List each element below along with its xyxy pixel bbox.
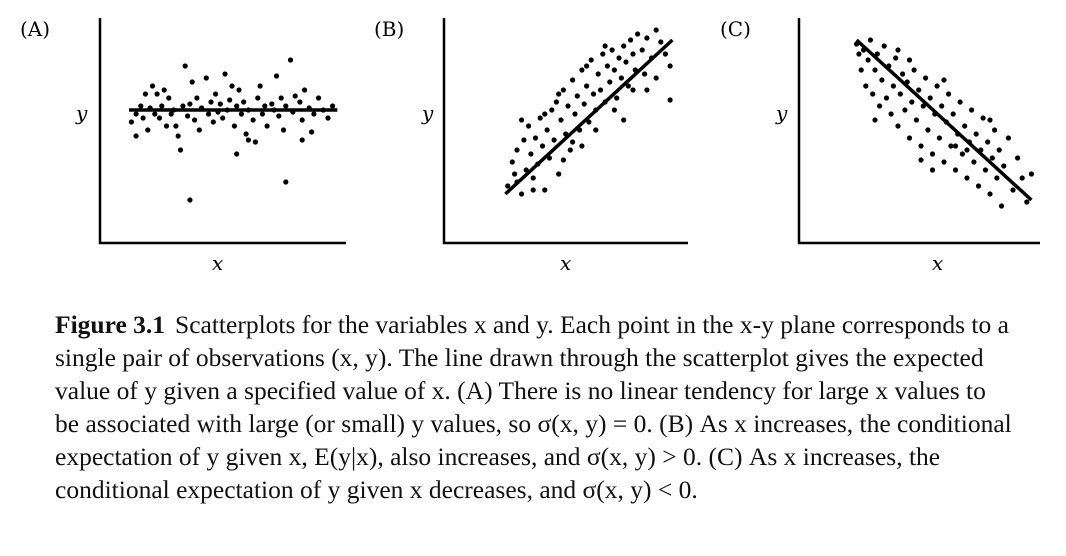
panel-b-point	[635, 31, 640, 36]
panel-b-point	[561, 87, 566, 92]
panel-a-point	[166, 95, 171, 100]
panel-a-point	[204, 75, 209, 80]
panel-a-point	[157, 115, 162, 120]
panel-b-point	[542, 187, 547, 192]
panel-c-point	[1020, 175, 1025, 180]
panel-b-point	[644, 35, 649, 40]
panel-b-point	[593, 127, 598, 132]
panel-a-point	[265, 123, 270, 128]
panel-c-point	[895, 123, 900, 128]
panel-c-point	[1015, 155, 1020, 160]
panel-c-point	[969, 107, 974, 112]
panel-a-point	[244, 131, 249, 136]
panel-c-point	[964, 147, 969, 152]
panel-a-point	[180, 103, 185, 108]
caption-figure-label: Figure 3.1	[55, 310, 166, 339]
panel-c-point	[916, 87, 921, 92]
panel-a-point	[246, 137, 251, 142]
panel-b-xlabel: x	[560, 251, 572, 275]
panel-a-point	[269, 101, 274, 106]
panel-a-point	[222, 71, 227, 76]
panel-b-point	[663, 51, 668, 56]
panel-c-point	[983, 167, 988, 172]
panel-a-point	[129, 119, 134, 124]
panel-a-point	[288, 57, 293, 62]
panel-b-point	[600, 51, 605, 56]
panel-b-point	[623, 59, 628, 64]
panel-c-point	[994, 175, 999, 180]
panel-b-point	[628, 37, 633, 42]
panel-c-point	[907, 135, 912, 140]
panel-a-point	[300, 137, 305, 142]
panel-a-point	[255, 95, 260, 100]
panel-a-point	[239, 111, 244, 116]
panel-c-point	[902, 107, 907, 112]
panel-a-point	[138, 103, 143, 108]
panel-c-point	[1024, 199, 1029, 204]
panel-c-point	[923, 75, 928, 80]
panel-c-point	[868, 37, 873, 42]
panel-c-point	[918, 157, 923, 162]
panel-c-ylabel: y	[776, 101, 788, 125]
panel-b-point	[519, 117, 524, 122]
panel-b-point	[668, 63, 673, 68]
panel-a-xlabel: x	[212, 251, 224, 275]
panel-a-point	[164, 123, 169, 128]
panel-b-point	[621, 43, 626, 48]
panel-b-point	[644, 87, 649, 92]
panel-c-xlabel: x	[932, 251, 944, 275]
panel-c-point	[971, 159, 976, 164]
panel-c-point	[914, 117, 919, 122]
panel-a-point	[190, 79, 195, 84]
panel-a-point	[283, 103, 288, 108]
panel-c-point	[974, 131, 979, 136]
panel-c-point	[1029, 171, 1034, 176]
panel-c-point	[895, 47, 900, 52]
panel-c-point	[937, 135, 942, 140]
panel-c-point	[918, 143, 923, 148]
panel-b-point	[619, 75, 624, 80]
panel-a-point	[220, 115, 225, 120]
panel-b-point	[572, 111, 577, 116]
panel-c-point	[953, 167, 958, 172]
panel-c-point	[925, 127, 930, 132]
panel-c-point	[1006, 135, 1011, 140]
panel-c-point	[866, 57, 871, 62]
panel-a-point	[211, 119, 216, 124]
panel-a-point	[176, 133, 181, 138]
panel-c-point	[985, 139, 990, 144]
panel-c-point	[951, 111, 956, 116]
panel-c-point	[992, 127, 997, 132]
panel-a-point	[208, 99, 213, 104]
panel-c-point	[856, 51, 861, 56]
panel-c-point	[958, 99, 963, 104]
panel-b-point	[575, 93, 580, 98]
panel-b-point	[603, 43, 608, 48]
panel-b-point	[612, 67, 617, 72]
panel-b-trend-line	[505, 40, 672, 194]
panel-b-point	[526, 123, 531, 128]
panel-c	[720, 17, 1040, 275]
panel-b-point	[616, 55, 621, 60]
caption-paragraph	[55, 308, 1015, 506]
panel-b	[374, 17, 688, 275]
panel-b-point	[668, 97, 673, 102]
panel-a-point	[134, 133, 139, 138]
panel-a-point	[159, 103, 164, 108]
panel-b-ylabel: y	[422, 101, 434, 125]
panel-c-point	[930, 151, 935, 156]
panel-b-point	[642, 71, 647, 76]
panel-a-point	[232, 123, 237, 128]
panel-a-point	[162, 87, 167, 92]
panel-b-point	[630, 51, 635, 56]
panel-b-label: (B)	[374, 17, 405, 41]
panel-a-point	[276, 113, 281, 118]
figure-caption	[55, 308, 1015, 506]
panel-b-point	[570, 77, 575, 82]
panel-c-point	[941, 77, 946, 82]
panel-a-point	[297, 99, 302, 104]
panel-b-point	[549, 107, 554, 112]
panel-a-point	[194, 95, 199, 100]
panel-c-point	[872, 67, 877, 72]
panel-a-ylabel: y	[76, 101, 88, 125]
panel-a-point	[183, 63, 188, 68]
panel-c-trend-line	[857, 40, 1032, 200]
panel-a-point	[325, 115, 330, 120]
panel-b-point	[514, 147, 519, 152]
panel-b-point	[512, 171, 517, 176]
panel-a-point	[229, 83, 234, 88]
panel-c-point	[930, 167, 935, 172]
panel-a-point	[187, 101, 192, 106]
panel-b-point	[556, 91, 561, 96]
panel-a-point	[234, 151, 239, 156]
panel-a-point	[300, 117, 305, 122]
panel-b-point	[598, 87, 603, 92]
panel-b-point	[654, 75, 659, 80]
panel-b-point	[584, 83, 589, 88]
panel-c-label: (C)	[720, 17, 751, 41]
panel-c-point	[877, 103, 882, 108]
panel-a-point	[178, 147, 183, 152]
panel-c-point	[907, 57, 912, 62]
panel-b-point	[538, 115, 543, 120]
panel-b-point	[565, 103, 570, 108]
panel-b-point	[568, 147, 573, 152]
panel-b-point	[654, 27, 659, 32]
panel-a-point	[253, 139, 258, 144]
panel-b-point	[540, 143, 545, 148]
panel-c-point	[900, 71, 905, 76]
panel-a-point	[234, 103, 239, 108]
panel-b-point	[610, 47, 615, 52]
panel-b-point	[579, 143, 584, 148]
panel-c-point	[870, 91, 875, 96]
panel-c-point	[976, 183, 981, 188]
panel-a-point	[293, 93, 298, 98]
panel-b-point	[621, 117, 626, 122]
panel-a-label: (A)	[20, 17, 51, 41]
panel-c-point	[893, 55, 898, 60]
panel-a-point	[279, 95, 284, 100]
panel-b-point	[589, 57, 594, 62]
panel-b-point	[533, 135, 538, 140]
panel-b-point	[630, 87, 635, 92]
panel-a-point	[258, 83, 263, 88]
panel-c-point	[999, 203, 1004, 208]
panel-a-point	[197, 127, 202, 132]
panel-a-point	[145, 127, 150, 132]
panel-c-point	[898, 91, 903, 96]
panel-c-point	[990, 155, 995, 160]
panel-a-point	[213, 91, 218, 96]
panel-a-point	[274, 73, 279, 78]
panel-c-point	[939, 103, 944, 108]
panel-a-point	[150, 83, 155, 88]
panel-b-point	[605, 63, 610, 68]
panel-a-point	[330, 103, 335, 108]
panel-b-point	[591, 91, 596, 96]
panel-c-point	[912, 67, 917, 72]
panel-b-point	[612, 107, 617, 112]
panel-a	[20, 17, 346, 275]
panel-b-point	[658, 39, 663, 44]
panel-c-point	[909, 99, 914, 104]
panel-a-point	[187, 197, 192, 202]
panel-a-point	[262, 103, 267, 108]
panel-a-point	[143, 91, 148, 96]
panel-b-point	[614, 95, 619, 100]
panel-c-point	[948, 143, 953, 148]
panel-a-point	[155, 91, 160, 96]
panel-c-point	[928, 95, 933, 100]
panel-c-point	[879, 77, 884, 82]
panel-a-point	[302, 87, 307, 92]
panel-a-point	[283, 179, 288, 184]
panel-c-point	[953, 143, 958, 148]
panel-b-point	[510, 159, 515, 164]
panel-a-point	[134, 111, 139, 116]
panel-c-point	[863, 83, 868, 88]
panel-c-point	[859, 67, 864, 72]
panel-a-point	[173, 123, 178, 128]
panel-a-point	[218, 101, 223, 106]
panel-c-point	[981, 115, 986, 120]
panel-c-point	[889, 111, 894, 116]
panel-a-point	[251, 117, 256, 122]
panel-a-point	[260, 111, 265, 116]
panel-c-point	[997, 147, 1002, 152]
panel-b-point	[607, 79, 612, 84]
panel-a-point	[227, 97, 232, 102]
panel-c-point	[964, 175, 969, 180]
panel-c-point	[987, 191, 992, 196]
caption-text: Scatterplots for the variables x and y. Each point in the x-y plane corresponds to a single pair of observations (x, y). The line drawn through the scatterplot gives the expected value of y given a specified value of x. (A) There is no linear tendency for large x values to be associated with large (or small) y values, so σ(x, y) = 0. (B) As x increases, the conditional expectation of y given x, E(y|x), also increases, and σ(x, y) > 0. (C) As x increases, the conditional expectation of y given x decreases, and σ(x, y) < 0.	[55, 310, 1012, 504]
panel-a-point	[281, 127, 286, 132]
panel-a-point	[241, 99, 246, 104]
panel-b-point	[596, 71, 601, 76]
panel-b-point	[531, 175, 536, 180]
panel-c-point	[941, 159, 946, 164]
panel-b-point	[570, 139, 575, 144]
panel-a-point	[236, 87, 241, 92]
panel-a-point	[192, 117, 197, 122]
panel-a-points	[129, 57, 335, 202]
panel-c-point	[882, 43, 887, 48]
panel-b-point	[531, 187, 536, 192]
panel-a-point	[311, 111, 316, 116]
panel-b-point	[545, 127, 550, 132]
panel-c-point	[960, 151, 965, 156]
panel-a-point	[185, 113, 190, 118]
panel-b-point	[554, 99, 559, 104]
panel-c-point	[1001, 163, 1006, 168]
panel-c-point	[962, 123, 967, 128]
panel-c-point	[884, 95, 889, 100]
panel-c-point	[872, 117, 877, 122]
panel-b-point	[528, 151, 533, 156]
panel-b-point	[640, 47, 645, 52]
panel-a-point	[309, 129, 314, 134]
panel-b-point	[561, 157, 566, 162]
panel-c-point	[946, 91, 951, 96]
panel-b-point	[521, 137, 526, 142]
panel-c-point	[1010, 187, 1015, 192]
panel-b-point	[542, 111, 547, 116]
panel-b-point	[556, 171, 561, 176]
panel-c-point	[891, 83, 896, 88]
panel-b-point	[579, 67, 584, 72]
panel-b-point	[552, 137, 557, 142]
panel-a-point	[141, 115, 146, 120]
panel-a-point	[316, 95, 321, 100]
panel-b-point	[584, 63, 589, 68]
panel-a-point	[206, 111, 211, 116]
panel-b-point	[582, 101, 587, 106]
panel-a-point	[152, 111, 157, 116]
panel-b-point	[558, 117, 563, 122]
panel-b-point	[519, 191, 524, 196]
panel-c-point	[935, 83, 940, 88]
panel-c-point	[987, 117, 992, 122]
